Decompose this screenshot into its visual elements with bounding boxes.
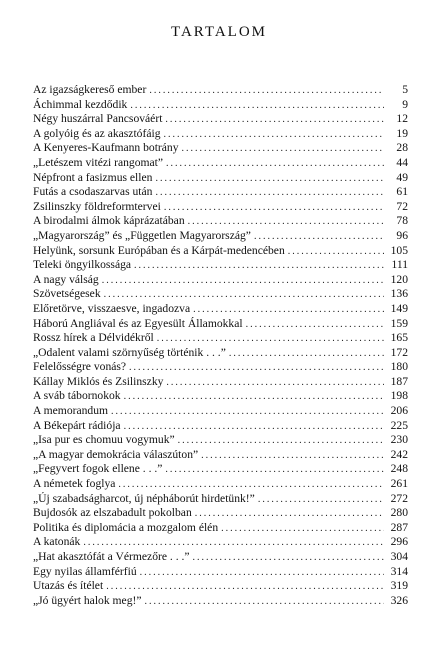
toc-entry-title: Zsilinszky földreformtervei: [33, 199, 161, 213]
toc-entry: [33, 127, 408, 142]
toc-entry-title: Politika és diplomácia a mozgalom élén: [33, 520, 219, 534]
toc-entry: [33, 462, 408, 477]
toc-entry-title: Előretörve, visszaesve, ingadozva: [33, 301, 191, 315]
toc-entry-title: Áchimmal kezdődik: [33, 97, 128, 111]
toc-entry-title: „A magyar demokrácia válaszúton”: [33, 447, 199, 461]
dot-leader: [155, 186, 384, 200]
toc-entry-title: A memorandum: [33, 404, 109, 418]
toc-entry-title: A katonák: [33, 535, 81, 549]
toc-entry-title: A golyóig és az akasztófáig: [33, 126, 161, 140]
toc-entry: [33, 389, 408, 404]
toc-entry: [33, 171, 408, 186]
dot-leader: [134, 259, 384, 273]
toc-entry: [33, 346, 408, 361]
dot-leader: [157, 332, 384, 346]
dot-leader: [124, 420, 384, 434]
toc-entry-title: A németek foglya: [33, 477, 116, 491]
toc-entry: [33, 244, 408, 259]
toc-entry-page-number: 172: [390, 345, 408, 359]
toc-entry: [33, 112, 408, 127]
toc-entry-page-number: 96: [396, 228, 408, 242]
dot-leader: [111, 405, 384, 419]
toc-entry-page-number: 248: [390, 462, 408, 476]
toc-entry-title: Háború Angliával és az Egyesült Államokkal: [33, 316, 243, 330]
toc-entry-title: Négy huszárral Pancsováért: [33, 112, 163, 126]
toc-entry-title: A Békepárt rádiója: [33, 418, 121, 432]
toc-entry: [33, 317, 408, 332]
toc-entry: [33, 579, 408, 594]
toc-entry-page-number: 261: [390, 477, 408, 491]
toc-entry-page-number: 61: [396, 185, 408, 199]
toc-entry: [33, 214, 408, 229]
toc-entry: [33, 273, 408, 288]
dot-leader: [118, 478, 384, 492]
toc-entry-page-number: 230: [390, 433, 408, 447]
toc-entry: [33, 594, 408, 609]
toc-entry-title: Az igazságkereső ember: [33, 83, 147, 96]
toc-entry-page-number: 120: [390, 272, 408, 286]
toc-entry: [33, 200, 408, 215]
toc-entry: [33, 535, 408, 550]
toc-entry: [33, 419, 408, 434]
toc-entry-title: „Letészem vitézi rangomat”: [33, 155, 164, 169]
toc-entry: [33, 331, 408, 346]
toc-entry: [33, 477, 408, 492]
toc-entry-page-number: 111: [391, 258, 408, 272]
dot-leader: [149, 84, 384, 98]
dot-leader: [164, 201, 384, 215]
toc-entry-page-number: 206: [390, 404, 408, 418]
toc-entry: [33, 492, 408, 507]
dot-leader: [102, 274, 384, 288]
toc-entry-page-number: 198: [390, 389, 408, 403]
toc-entry-title: Bujdosók az elszabadult pokolban: [33, 506, 192, 520]
dot-leader: [83, 536, 384, 550]
toc-entry-page-number: 304: [390, 550, 408, 563]
toc-entry-page-number: 44: [396, 155, 408, 169]
dot-leader: [188, 215, 384, 229]
toc-entry-title: Helyünk, sorsunk Európában és a Kárpát-medencében: [33, 243, 285, 257]
toc-entry-title: Egy nyilas államférfiú: [33, 564, 137, 578]
toc-entry-page-number: 159: [390, 316, 408, 330]
toc-entry-page-number: 314: [390, 564, 408, 578]
toc-entry-title: Rossz hírek a Délvidékről: [33, 331, 154, 345]
dot-leader: [166, 157, 384, 171]
toc-entry-page-number: 287: [390, 520, 408, 534]
toc-entry-title: A Kenyeres-Kaufmann botrány: [33, 141, 179, 155]
toc-entry-page-number: 296: [390, 535, 408, 549]
dot-leader: [195, 507, 384, 521]
toc-entry: [33, 375, 408, 390]
toc-entry-title: Kállay Miklós és Zsilinszky: [33, 374, 164, 388]
toc-entry-page-number: 280: [390, 506, 408, 520]
toc-entry-title: Szövetségesek: [33, 287, 101, 301]
dot-leader: [165, 113, 384, 127]
toc-entry: [33, 185, 408, 200]
toc-entry: [33, 404, 408, 419]
toc-entry: [33, 565, 408, 580]
toc-entry-page-number: 242: [390, 447, 408, 461]
toc-entry: [33, 98, 408, 113]
toc-entry-title: „Hat akasztófát a Vérmezőre . . .”: [33, 550, 190, 563]
page-title: TARTALOM: [170, 24, 268, 40]
toc-entry: [33, 521, 408, 536]
dot-leader: [201, 449, 384, 463]
toc-entry-page-number: 225: [390, 418, 408, 432]
toc-entry-page-number: 78: [396, 214, 408, 228]
dot-leader: [124, 390, 384, 404]
dot-leader: [155, 172, 384, 186]
toc-entry: [33, 448, 408, 463]
toc-entry-page-number: 180: [390, 360, 408, 374]
toc-entry-title: „Új szabadságharcot, új népháborút hirdetünk!”: [33, 491, 255, 505]
toc-entry-page-number: 19: [396, 126, 408, 140]
toc-entry-page-number: 12: [396, 112, 408, 126]
toc-entry: [33, 258, 408, 273]
toc-entry-title: „Magyarország” és „Független Magyarország”: [33, 228, 251, 242]
toc-entry-title: Utazás és ítélet: [33, 579, 104, 593]
toc-entry: [33, 433, 408, 448]
toc-entry-page-number: 9: [402, 97, 408, 111]
toc-entry-page-number: 187: [390, 374, 408, 388]
dot-leader: [104, 288, 384, 302]
toc-entry: [33, 360, 408, 375]
dot-leader: [254, 230, 384, 244]
toc-entry: [33, 550, 408, 565]
dot-leader: [130, 99, 384, 113]
toc-entry-title: Felelősségre vonás?: [33, 360, 127, 374]
dot-leader: [288, 245, 384, 259]
toc-entry-title: Népfront a fasizmus ellen: [33, 170, 153, 184]
dot-leader: [193, 303, 384, 317]
toc-entry: [33, 141, 408, 156]
dot-leader: [178, 434, 384, 448]
toc-entry: [33, 287, 408, 302]
dot-leader: [165, 463, 384, 477]
toc-entry-page-number: 5: [402, 83, 408, 96]
toc-entry-title: A nagy válság: [33, 272, 99, 286]
toc-entry-title: „Jó ügyért halok meg!”: [33, 593, 142, 607]
toc-entry-title: „Isa pur es chomuu vogymuk”: [33, 433, 175, 447]
dot-leader: [193, 551, 384, 565]
toc-entry-page-number: 326: [390, 593, 408, 607]
dot-leader: [140, 566, 384, 580]
toc-entry-page-number: 165: [390, 331, 408, 345]
dot-leader: [106, 580, 384, 594]
toc-entry-page-number: 105: [390, 243, 408, 257]
dot-leader: [221, 522, 384, 536]
table-of-contents: [33, 83, 408, 608]
dot-leader: [258, 493, 384, 507]
toc-entry-page-number: 319: [390, 579, 408, 593]
toc-entry-title: Futás a csodaszarvas után: [33, 185, 153, 199]
dot-leader: [129, 361, 384, 375]
toc-entry-page-number: 149: [390, 301, 408, 315]
toc-entry: [33, 229, 408, 244]
toc-entry-title: A birodalmi álmok káprázatában: [33, 214, 185, 228]
toc-entry-title: A sváb tábornokok: [33, 389, 121, 403]
dot-leader: [164, 128, 385, 142]
dot-leader: [145, 595, 385, 609]
toc-entry-page-number: 136: [390, 287, 408, 301]
toc-entry-page-number: 272: [390, 491, 408, 505]
toc-entry-page-number: 72: [396, 199, 408, 213]
dot-leader: [166, 376, 384, 390]
toc-entry: [33, 156, 408, 171]
toc-entry: [33, 83, 408, 98]
dot-leader: [246, 318, 384, 332]
toc-entry: [33, 506, 408, 521]
toc-entry-page-number: 28: [396, 141, 408, 155]
toc-entry: [33, 302, 408, 317]
dot-leader: [229, 347, 384, 361]
toc-entry-title: Teleki öngyilkossága: [33, 258, 132, 272]
toc-entry-title: „Fegyvert fogok ellene . . .”: [33, 462, 163, 476]
toc-entry-page-number: 49: [396, 170, 408, 184]
dot-leader: [182, 142, 384, 156]
toc-entry-title: „Odalent valami szörnyűség történik . . .”: [33, 345, 226, 359]
